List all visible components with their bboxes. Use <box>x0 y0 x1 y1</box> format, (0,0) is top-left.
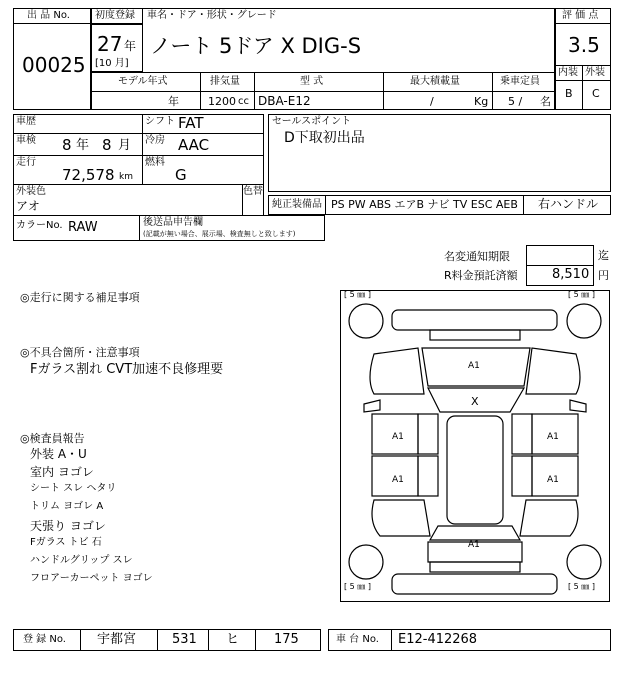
first-reg-label: 初度登録 <box>95 10 135 21</box>
color-label: 外装色 <box>16 186 46 197</box>
exterior-label: 外装 <box>585 67 605 78</box>
equipment-label: 純正装備品 <box>272 199 322 210</box>
plate-region: 宇都宮 <box>97 632 137 647</box>
max-load-label: 最大積載量 <box>410 76 460 87</box>
ac-label: 冷房 <box>145 135 165 146</box>
inspection-month: 8 <box>102 136 112 154</box>
shift-value: FAT <box>178 114 204 132</box>
defects-text: Fガラス割れ CVT加速不良修理要 <box>30 362 224 377</box>
exterior-grade: C <box>592 87 600 100</box>
capacity-value: 5 / <box>508 95 523 108</box>
left-front-door-glass <box>418 414 438 454</box>
car-diagram <box>340 290 610 602</box>
inspector-line: 天張り ヨゴレ <box>30 519 106 533</box>
left-rear-door-glass <box>418 456 438 496</box>
left-rear-quarter <box>372 500 430 536</box>
max-load-value: / <box>430 95 434 108</box>
chassis-label: 車 台 No. <box>336 634 379 645</box>
recycle-label: R料金預託済額 <box>444 269 518 282</box>
color-no-label: カラーNo. <box>16 220 63 231</box>
aftermarket-note: (記載が無い場合、展示場、検査無しと致します) <box>143 230 296 238</box>
fuel-value: G <box>175 166 187 184</box>
car-name-label: 車名・ドア・形状・グレード <box>147 10 277 21</box>
damage-mark-windshield: X <box>471 395 479 408</box>
interior-label: 内装 <box>558 67 578 78</box>
inspector-line: シート スレ ヘタリ <box>30 483 117 494</box>
mileage-unit: km <box>119 172 133 182</box>
grille <box>430 330 520 340</box>
capacity-label: 乗車定員 <box>500 76 540 87</box>
damage-mark-hood: A1 <box>468 361 480 371</box>
right-front-fender <box>526 348 580 394</box>
plate-number: 175 <box>274 632 299 647</box>
capacity-unit: 名 <box>540 95 551 108</box>
front-bumper <box>392 310 557 330</box>
title-change-label: 名変通知期限 <box>444 250 510 263</box>
shift-label: シフト <box>145 116 175 127</box>
first-reg-month: [10 月] <box>95 58 129 69</box>
damage-mark-rear: A1 <box>468 540 480 550</box>
color-cell <box>13 184 243 216</box>
displacement-value: 1200 <box>208 95 236 108</box>
score-label: 評 価 点 <box>562 10 599 21</box>
mileage-value: 72,578 <box>62 166 115 184</box>
aftermarket-label: 後送品申告欄 <box>143 217 203 228</box>
inspection-label: 車検 <box>16 135 36 146</box>
model-year-unit: 年 <box>168 95 179 108</box>
color-no-value: RAW <box>68 220 98 235</box>
type-value: DBA-E12 <box>258 94 311 108</box>
inspector-line: 室内 ヨゴレ <box>30 465 94 479</box>
steering-value: 右ハンドル <box>538 197 599 211</box>
inspection-month-unit: 月 <box>118 138 132 153</box>
interior-grade: B <box>565 87 573 100</box>
left-front-fender <box>370 348 424 394</box>
color-change-label: 色替 <box>243 186 263 197</box>
lot-number: 00025 <box>22 53 86 77</box>
inspector-line: Fガラス トビ 石 <box>30 537 102 548</box>
inspector-line: トリム ヨゴレ A <box>30 501 104 512</box>
tire-front-left <box>349 304 383 338</box>
lot-number-label: 出 品 No. <box>27 10 70 21</box>
tire-depth-fr: [ 5 ㎜ ] <box>568 290 595 299</box>
mileage-label: 走行 <box>16 157 36 168</box>
displacement-unit: cc <box>238 96 249 107</box>
inspector-title: ◎検査員報告 <box>20 432 85 445</box>
right-rear-quarter <box>520 500 578 536</box>
history-label: 車歴 <box>16 116 36 127</box>
tire-depth-rr: [ 5 ㎜ ] <box>568 582 595 591</box>
damage-mark-left-rear-door: A1 <box>392 475 404 485</box>
recycle-unit: 円 <box>598 269 609 282</box>
first-reg-year: 27 <box>97 32 123 56</box>
color-value: アオ <box>16 199 40 213</box>
tire-front-right <box>567 304 601 338</box>
tire-depth-rl: [ 5 ㎜ ] <box>344 582 371 591</box>
model-year-label: モデル年式 <box>118 76 168 87</box>
max-load-unit: Kg <box>474 95 489 108</box>
damage-mark-right-rear-door: A1 <box>547 475 559 485</box>
inspector-line: ハンドルグリップ スレ <box>30 555 133 566</box>
displacement-label: 排気量 <box>210 76 240 87</box>
driving-notes-title: ◎走行に関する補足事項 <box>20 291 140 304</box>
chassis-number: E12-412268 <box>398 632 478 647</box>
inspection-year-unit: 年 <box>76 138 90 153</box>
car-name: ノート 5ドア X DIG-S <box>150 34 362 58</box>
right-mirror <box>570 400 586 412</box>
tire-rear-left <box>349 545 383 579</box>
damage-mark-left-front-door: A1 <box>392 432 404 442</box>
rear-garnish <box>430 562 520 572</box>
title-change-box <box>526 245 594 266</box>
sales-point-label: セールスポイント <box>272 116 352 127</box>
tire-rear-right <box>567 545 601 579</box>
score: 3.5 <box>568 33 600 57</box>
tire-depth-fl: [ 5 ㎜ ] <box>344 290 371 299</box>
damage-mark-right-front-door: A1 <box>547 432 559 442</box>
inspection-year: 8 <box>62 136 72 154</box>
defects-title: ◎不具合箇所・注意事項 <box>20 346 140 359</box>
recycle-value: 8,510 <box>552 267 590 282</box>
type-label: 型 式 <box>300 76 324 87</box>
right-front-door-glass <box>512 414 532 454</box>
plate-label: 登 録 No. <box>23 634 66 645</box>
first-reg-year-unit: 年 <box>124 39 137 53</box>
right-rear-door-glass <box>512 456 532 496</box>
inspector-line: フロアーカーペット ヨゴレ <box>30 573 153 584</box>
plate-kana: ヒ <box>226 632 240 647</box>
roof <box>447 416 503 524</box>
plate-class: 531 <box>172 632 197 647</box>
sales-point-value: D下取初出品 <box>284 130 365 146</box>
rear-bumper <box>392 574 557 594</box>
title-change-unit: 迄 <box>598 249 609 262</box>
ac-value: AAC <box>178 136 210 154</box>
fuel-label: 燃料 <box>145 157 165 168</box>
inspector-line: 外装 A・U <box>30 447 87 461</box>
left-mirror <box>364 400 380 412</box>
rear-window <box>430 526 520 540</box>
equipment-value: PS PW ABS エアB ナビ TV ESC AEB <box>331 198 518 211</box>
